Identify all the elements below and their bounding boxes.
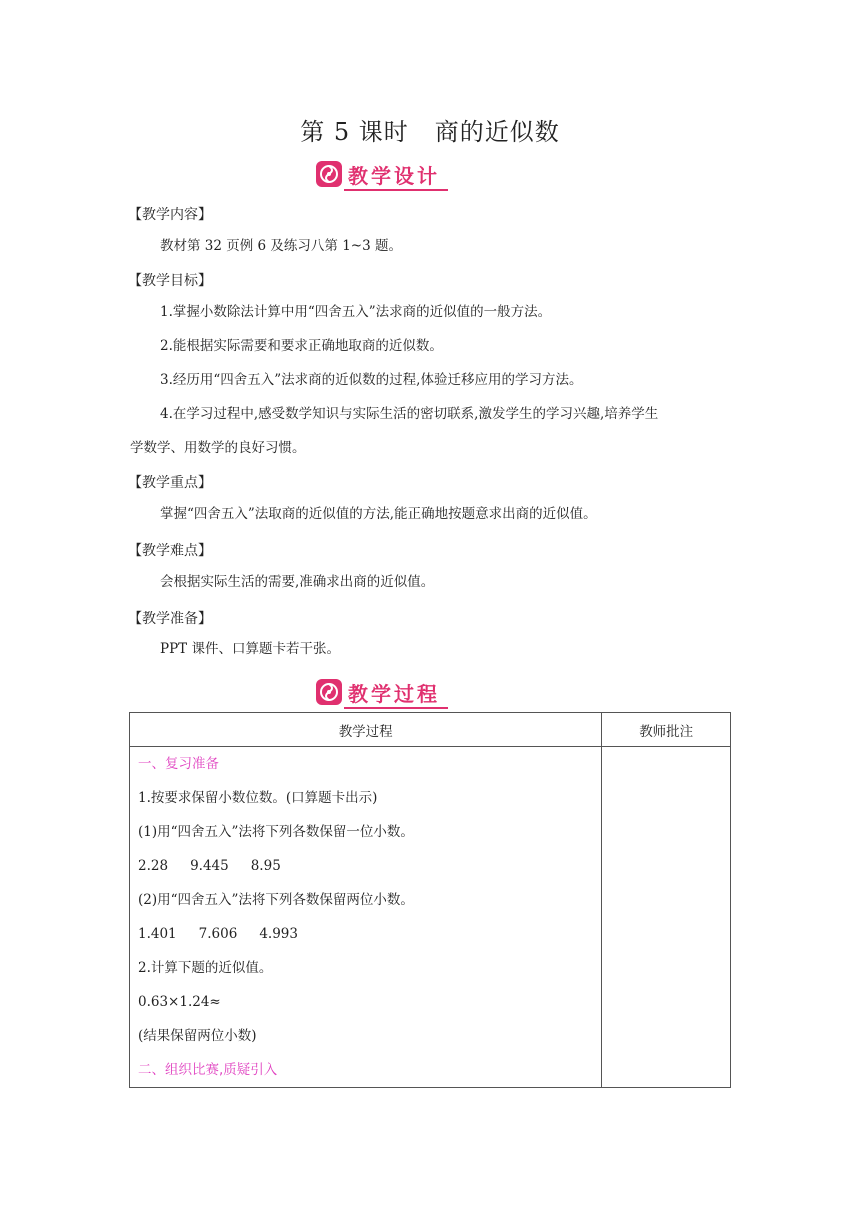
goal-item: 2.能根据实际需要和要求正确地取商的近似数。 <box>160 338 443 354</box>
step-title: 二、组织比赛,质疑引入 <box>138 1062 278 1078</box>
step-title: 一、复习准备 <box>138 756 219 772</box>
lesson-number: 第 5 课时 <box>300 118 409 146</box>
banner-teaching-design <box>316 160 440 188</box>
pinwheel-icon <box>316 679 342 705</box>
process-line: 1.按要求保留小数位数。(口算题卡出示) <box>138 790 378 806</box>
heading-content: 【教学内容】 <box>128 207 212 223</box>
process-line: (2)用“四舍五入”法将下列各数保留两位小数。 <box>138 892 414 908</box>
heading-goals: 【教学目标】 <box>128 273 212 289</box>
prep-text <box>130 632 734 666</box>
table-header-row <box>130 713 731 747</box>
number-item: 9.445 <box>190 858 229 874</box>
process-line: 0.63×1.24≈ <box>138 994 221 1010</box>
number-item: 1.401 <box>138 926 177 942</box>
banner-underline <box>344 189 448 191</box>
page-title <box>0 112 860 147</box>
content-line: 教材第 32 页例 6 及练习八第 1~3 题。 <box>160 238 403 254</box>
difficulty-text <box>130 565 734 599</box>
heading-preparation: 【教学准备】 <box>128 611 212 627</box>
number-item: 4.993 <box>259 926 298 942</box>
header-process: 教学过程 <box>130 713 602 747</box>
pinwheel-icon <box>316 161 342 187</box>
number-item: 7.606 <box>198 926 238 942</box>
number-item: 2.28 <box>138 858 169 874</box>
banner-teaching-process <box>316 678 440 706</box>
key-line: 掌握“四舍五入”法取商的近似值的方法,能正确地按题意求出商的近似值。 <box>160 506 597 522</box>
process-line: (1)用“四舍五入”法将下列各数保留一位小数。 <box>138 824 414 840</box>
process-line: 2.计算下题的近似值。 <box>138 960 273 976</box>
prep-line: PPT 课件、口算题卡若干张。 <box>160 641 340 657</box>
goals-list <box>130 295 734 465</box>
table-row <box>130 747 731 1088</box>
goal-item-continued: 学数学、用数学的良好习惯。 <box>130 440 306 456</box>
key-text <box>130 497 734 531</box>
number-list <box>130 849 601 883</box>
process-table <box>129 712 731 1088</box>
banner-label: 教学设计 <box>348 163 440 188</box>
process-line: (结果保留两位小数) <box>138 1028 257 1044</box>
heading-key-point: 【教学重点】 <box>128 475 212 491</box>
goal-item: 3.经历用“四舍五入”法求商的近似数的过程,体验迁移应用的学习方法。 <box>160 372 583 388</box>
number-item: 8.95 <box>250 858 281 874</box>
banner-underline <box>344 707 448 709</box>
content-text <box>130 229 734 263</box>
goal-item: 1.掌握小数除法计算中用“四舍五入”法求商的近似值的一般方法。 <box>160 304 552 320</box>
number-list <box>130 917 601 951</box>
goal-item: 4.在学习过程中,感受数学知识与实际生活的密切联系,激发学生的学习兴趣,培养学生 <box>160 406 659 422</box>
difficulty-line: 会根据实际生活的需要,准确求出商的近似值。 <box>160 574 435 590</box>
heading-difficulty: 【教学难点】 <box>128 543 212 559</box>
header-teacher-notes: 教师批注 <box>602 713 731 747</box>
process-cell <box>130 747 602 1088</box>
lesson-name: 商的近似数 <box>434 118 560 146</box>
notes-cell <box>602 747 731 1088</box>
banner-label: 教学过程 <box>348 681 440 706</box>
